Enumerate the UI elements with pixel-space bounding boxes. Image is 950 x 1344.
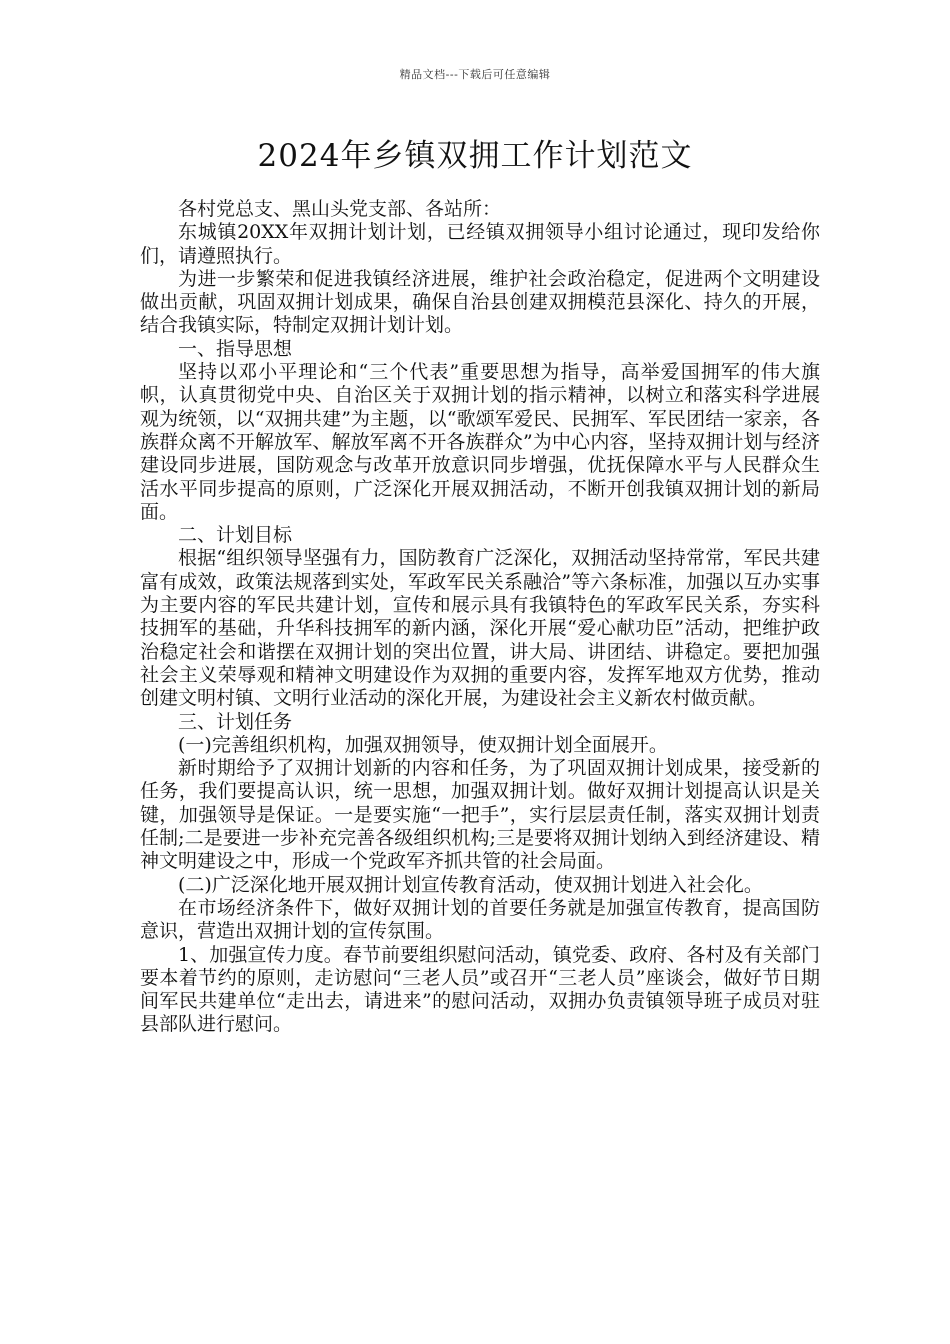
page-title: 2024年乡镇双拥工作计划范文: [257, 138, 693, 174]
section-heading: 二、计划目标: [178, 524, 293, 547]
section-heading: 一、指导思想: [178, 337, 293, 360]
document-body: [140, 198, 820, 1037]
paragraph: 根据“组织领导坚强有力，国防教育广泛深化，双拥活动坚持常常，军民共建富有成效，政策法规落到实处，军政军民关系融洽”等六条标准，加强以互办实事为主要内容的军民共建计划，宣传和展示具有我镇特色的军政军民关系，夯实科技拥军的基础，升华科技拥军的新内涵，深化开展“爱心献功臣”活动，把维护政治稳定社会和谐摆在双拥计划的突出位置，讲大局、讲团结、讲稳定。要把加强社会主义荣辱观和精神文明建设作为双拥的重要内容，发挥军地双方优势，推动创建文明村镇、文明行业活动的深化开展，为建设社会主义新农村做贡献。: [140, 547, 820, 710]
section-heading: 三、计划任务: [178, 710, 293, 733]
header-note: 精品文档---下载后可任意编辑: [399, 68, 551, 81]
paragraph: 东城镇20XX年双拥计划计划，已经镇双拥领导小组讨论通过，现印发给你们，请遵照执行。: [140, 221, 820, 267]
paragraph: 坚持以邓小平理论和“三个代表”重要思想为指导，高举爱国拥军的伟大旗帜，认真贯彻党中央、自治区关于双拥计划的指示精神，以树立和落实科学进展观为统领，以“双拥共建”为主题，以“歌颂军爱民、民拥军、军民团结一家亲，各族群众离不开解放军、解放军离不开各族群众”为中心内容，坚持双拥计划与经济建设同步进展，国防观念与改革开放意识同步增强，优抚保障水平与人民群众生活水平同步提高的原则，广泛深化开展双拥活动，不断开创我镇双拥计划的新局面。: [140, 361, 820, 523]
paragraph: 在市场经济条件下，做好双拥计划的首要任务就是加强宣传教育，提高国防意识，营造出双拥计划的宣传氛围。: [140, 896, 820, 943]
subsection-heading: (一)完善组织机构，加强双拥领导，使双拥计划全面展开。: [178, 733, 668, 756]
paragraph-salutation: 各村党总支、黑山头党支部、各站所：: [178, 198, 502, 220]
subsection-heading: (二)广泛深化地开展双拥计划宣传教育活动，使双拥计划进入社会化。: [178, 873, 763, 896]
paragraph: 为进一步繁荣和促进我镇经济进展，维护社会政治稳定，促进两个文明建设做出贡献，巩固双拥计划成果，确保自治县创建双拥模范县深化、持久的开展，结合我镇实际，特制定双拥计划计划。: [140, 267, 820, 337]
paragraph: 1、加强宣传力度。春节前要组织慰问活动，镇党委、政府、各村及有关部门要本着节约的原则，走访慰问“三老人员”或召开“三老人员”座谈会，做好节日期间军民共建单位“走出去，请进来”的慰问活动，双拥办负责镇领导班子成员对驻县部队进行慰问。: [140, 943, 820, 1036]
paragraph: 新时期给予了双拥计划新的内容和任务，为了巩固双拥计划成果，接受新的任务，我们要提高认识，统一思想，加强双拥计划。做好双拥计划提高认识是关键，加强领导是保证。一是要实施“一把手”，实行层层责任制，落实双拥计划责任制;二是要进一步补充完善各级组织机构;三是要将双拥计划纳入到经济建设、精神文明建设之中，形成一个党政军齐抓共管的社会局面。: [140, 757, 820, 873]
